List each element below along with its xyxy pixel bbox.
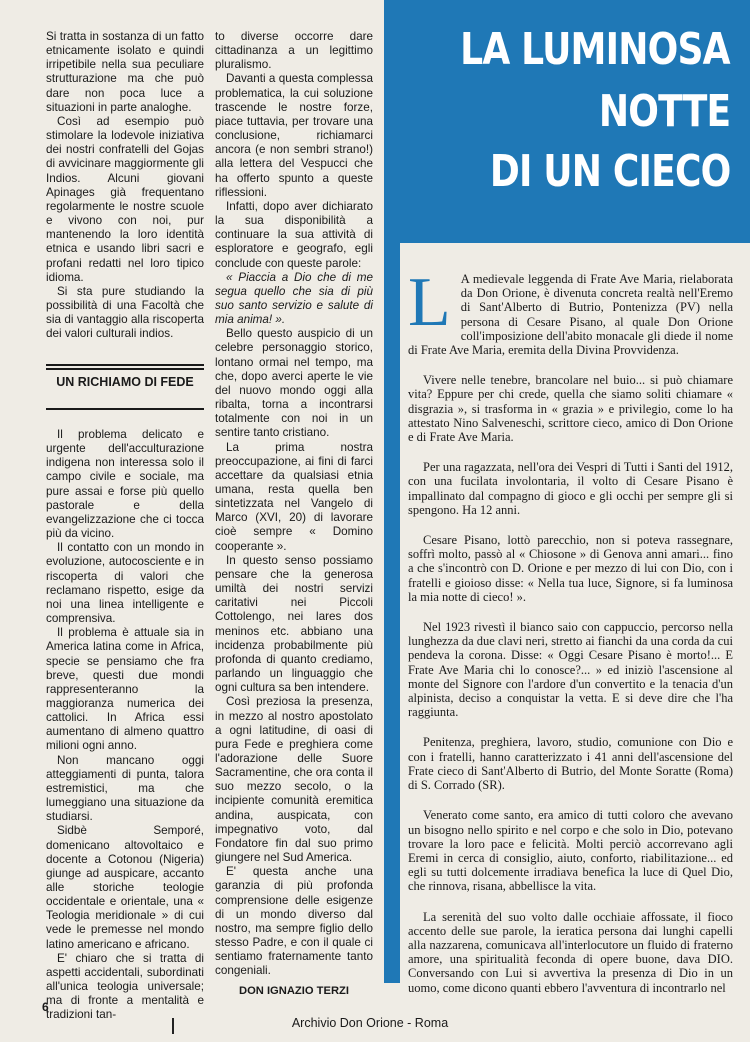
title-banner [384, 0, 750, 243]
middle-column [215, 30, 373, 999]
lead-paragraph [408, 264, 733, 358]
paragraph: Per una ragazzata, nell'ora dei Vespri di Tutti i Santi del 1912, con una fucilata involontaria, il volto di Cesare Pisano è impallinato dal compagno di gioco e gli occhi per sempre gli si spengono. Ha 12 anni. [408, 460, 733, 517]
title-line-2: NOTTE [598, 86, 730, 137]
accent-strip [384, 243, 400, 983]
left-column-continued [46, 428, 204, 1023]
paragraph: Sidbè Semporé, domenicano altovoltaico e docente a Cotonou (Nigeria) giunge ad auspicare, accanto alle storiche teologie occidentale e orientale, una « Teologia meridionale » di cui vede le premesse nel mondo latino americano e africano. [46, 824, 204, 951]
author-signature: DON IGNAZIO TERZI [238, 985, 349, 998]
paragraph: Così preziosa la presenza, in mezzo al nostro apostolato a ogni latitudine, di oasi di pura Fede e preghiera come l'adorazione delle Suore Sacramentine, che ora conta il suo mezzo secolo, o la incipiente comunità eremitica andina, auspicata, con impegnativo voto, dal Fondatore fin dal suo primo giungere nel Sud America. [215, 695, 373, 865]
margin-mark [172, 1018, 174, 1034]
paragraph: E' chiaro che si tratta di aspetti accidentali, subordinati all'unica teologia universale; ma di fronte a mentalità e tradizioni tan- [46, 951, 204, 1022]
page-number: 6 [42, 1000, 49, 1014]
archive-footer: Archivio Don Orione - Roma [291, 1016, 449, 1030]
paragraph: Cesare Pisano, lottò parecchio, non si poteva rassegnare, soffrì molto, passò al « Chiosone » di Genova anni amari... fino a che s'incontrò con D. Orione e per mezzo di lui con Dio, con i fratelli e gioioso disse: « Nella tua luce, Signore, si fa luminosa la mia notte di cieco! ». [408, 533, 733, 604]
paragraph: Non mancano oggi atteggiamenti di punta, talora estremistici, ma che lumeggiano una situazione da studiarsi. [46, 753, 204, 824]
paragraph: In questo senso possiamo pensare che la generosa umiltà dei nostri servizi caritativi nei Piccoli Cottolengo, nei lares dos meninos etc. abbiano una incidenza probabilmente più profonda di quanto crediamo, parlando un linguaggio che ogni cultura sa ben intendere. [215, 553, 373, 695]
paragraph: Nel 1923 rivestì il bianco saio con cappuccio, percorso nella lunghezza da due clavi neri, stretto ai fianchi da una corda da cui pendeva la corona. Disse: « Oggi Cesare Pisano è morto!... E Frate Ave Maria chi lo conosce?... » ed iniziò l'ascensione al monte del Signore con l'ardore d'un convertito e la tenacia d'un alpinista, deciso a conquistar la vetta. E si deve dire che l'ha raggiunta. [408, 620, 733, 720]
paragraph: Venerato come santo, era amico di tutti coloro che avevano un bisogno nello spirito e nel corpo e che solo in Dio, potevano trovare la loro pace e felicità. Molti perciò accorrevano agli Eremi in cerca di consiglio, aiuto, conforto, riabilitazione... ed egli su tutti dolcemente irradiava benefica la luce di Quel Dio, che rinnova, risana, abbellisce la vita. [408, 808, 733, 894]
lead-text: A medievale leggenda di Frate Ave Maria, rielaborata da Don Orione, è divenuta concreta realtà nell'Eremo di Sant'Alberto di Butrio, Pontenizza (PV) nella persona di Cesare Pisano, al quale Don Orione coll'imposizione dell'abito monacale gli diede il nome di Frate Ave Maria, eremita della Divina Provvidenza. [408, 272, 733, 358]
paragraph: Si sta pure studiando la possibilità di una Facoltà che sia di vantaggio alla riscoperta dei valori culturali indios. [46, 284, 204, 341]
paragraph: Davanti a questa complessa problematica, la cui soluzione trascende le nostre forze, piace tuttavia, per trovare una conclusione, richiamarci ancora (e non sembri strano!) alla lettera del Vespucci che ha offerto spunto a queste riflessioni. [215, 72, 373, 199]
article-body [408, 264, 733, 1011]
quote-paragraph: « Piaccia a Dio che di me segua quello che sia di più suo santo servizio e salute di mia anima! ». [215, 270, 373, 327]
paragraph: Il problema delicato e urgente dell'acculturazione indigena non interessa solo il campo civile e sociale, ma pure assai e forse più quello pastorale e della evangelizzazione che ci tocca più da vicino. [46, 428, 204, 541]
paragraph: Infatti, dopo aver dichiarato la sua disponibilità a continuare la sua attività di esploratore e geografo, egli conclude con queste parole: [215, 199, 373, 270]
paragraph: Il contatto con un mondo in evoluzione, autocosciente e in riscoperta di valori che reclamano rispetto, esige da noi una linea intelligente e comprensiva. [46, 541, 204, 626]
section-subheading: UN RICHIAMO DI FEDE [46, 368, 204, 410]
paragraph: La serenità del suo volto dalle occhiaie affossate, il fioco accento delle sue parole, la ieratica persona dai lunghi capelli alla nazzarena, comunicava all'interlocutore un fluido di fraterno amore, una spiritualità feconda di opere buone, dava DIO. Conversando con Lui si avvertiva la presenza di Dio in un uomo, come dicono quanti ebbero l'avventura di incontrarlo nel [408, 909, 733, 995]
paragraph: Bello questo auspicio di un celebre personaggio storico, lontano ormai nel tempo, ma che, dopo averci aperte le vie del nuovo mondo oggi alla ribalta, torna a incontrarsi totalmente con noi in un sentire tanto cristiano. [215, 327, 373, 440]
paragraph: Si tratta in sostanza di un fatto etnicamente isolato e quindi irripetibile nella sua peculiare strutturazione ma che può dare non poca luce a situazioni in parte analoghe. [46, 30, 204, 114]
title-line-1: LA LUMINOSA [460, 24, 730, 75]
drop-cap: L [408, 264, 451, 341]
paragraph: Vivere nelle tenebre, brancolare nel buio... si può chiamare vita? Eppure per chi crede, quella che siamo soliti chiamare « disgrazia », si trasforma in « grazia » e privilegio, come lo ha attestato Nino Salveneschi, scrittore cieco, amico di Don Orione e di Frate Ave Maria. [408, 373, 733, 445]
paragraph: La prima nostra preoccupazione, ai fini di farci accettare da qualsiasi etnia umana, resta quella ben sintetizzata nel Vangelo di Marco (XVI, 20) di lavorare cioè sempre « Domino cooperante ». [215, 440, 373, 553]
paragraph: E' questa anche una garanzia di più profonda comprensione delle esigenze di un mondo diverso dal nostro, ma sempre figlio dello stesso Padre, e con il quale ci sentiamo fraternamente tanto congeniali. [215, 865, 373, 978]
left-column [46, 30, 204, 341]
title-line-3: DI UN CIECO [489, 146, 730, 197]
paragraph: Penitenza, preghiera, lavoro, studio, comunione con Dio e con i fratelli, hanno caratterizzato i 41 anni dell'ascensione del Frate cieco di Sant'Alberto di Butrio, del Monte Soratte (Roma) di S. Corrado (SR). [408, 735, 733, 793]
paragraph: Il problema è attuale sia in America latina come in Africa, specie se pensiamo che fra breve, questi due mondi rappresenteranno la maggioranza numerica dei cattolici. In Africa essi aumentano di almeno quattro milioni ogni anno. [46, 626, 204, 753]
paragraph: Così ad esempio può stimolare la lodevole iniziativa dei nostri confratelli del Gojas di avvicinare maggiormente gli Indios. Alcuni giovani Apinages già frequentano regolarmente le nostre scuole e vivono con noi, pur mantenendo la loro identità etnica e usando libri sacri e profani redatti nel loro tipico idioma. [46, 114, 204, 284]
paragraph: to diverse occorre dare cittadinanza a un legittimo pluralismo. [215, 30, 373, 72]
